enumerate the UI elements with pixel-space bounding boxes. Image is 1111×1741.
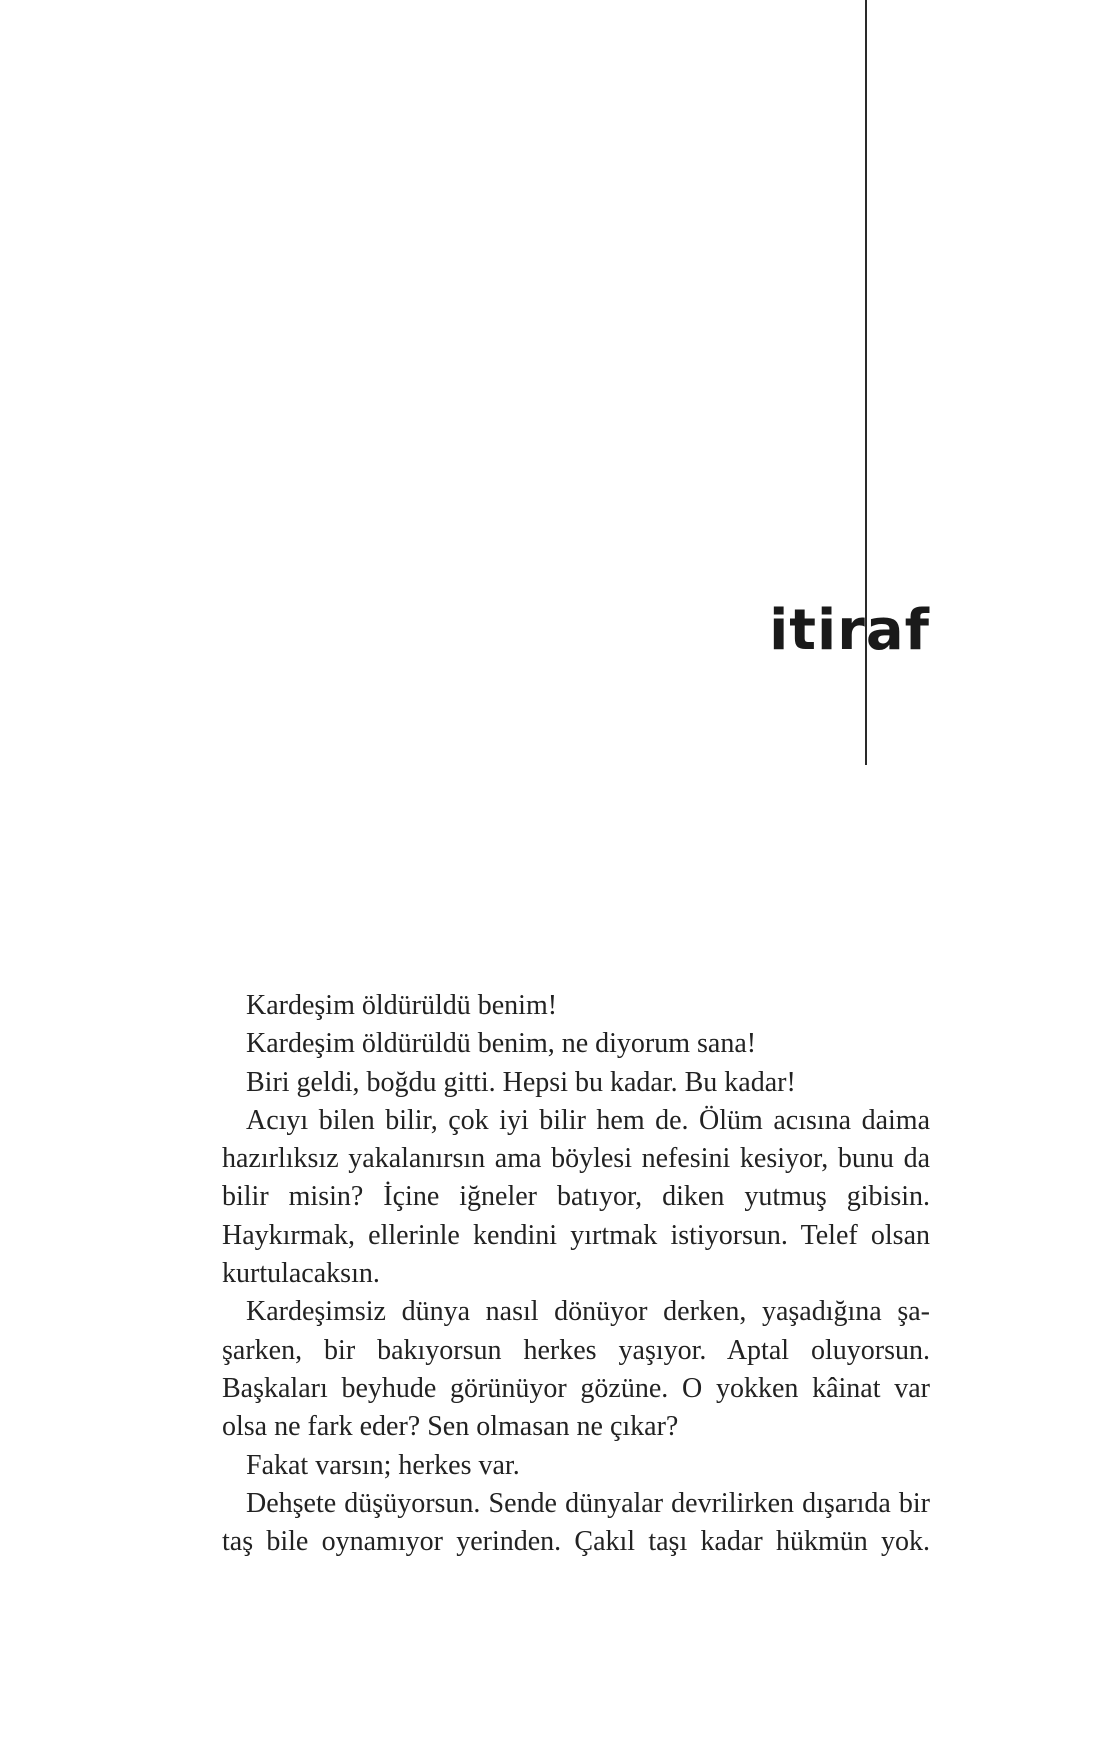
paragraph-5: Kardeşimsiz dünya nasıl dönüyor derken, yaşadığına şa-şarken, bir bakıyorsun herkes yaşıyor. Aptal oluyorsun. Başkaları beyhude görünüyor gözüne. O yokken kâinat var olsa ne fark eder? Sen olmasan ne çıkar?	[222, 1296, 930, 1443]
paragraph-1: Kardeşim öldürüldü benim!	[246, 990, 558, 1021]
paragraph-6: Fakat varsın; herkes var.	[246, 1449, 520, 1481]
paragraph-7: Dehşete düşüyorsun. Sende dünyalar devrilirken dışarıda bir taş bile oynamıyor yerinden. Çakıl taşı kadar hükmün yok.	[222, 1487, 930, 1558]
paragraph-2: Kardeşim öldürüldü benim, ne diyorum sana!	[246, 1028, 757, 1060]
paragraph-3: Biri geldi, boğdu gitti. Hepsi bu kadar. Bu kadar!	[246, 1066, 796, 1098]
chapter-title: itiraf	[769, 598, 930, 663]
paragraph-4: Acıyı bilen bilir, çok iyi bilir hem de. Ölüm acısına daima hazırlıksız yakalanırsın ama böylesi nefesini kesiyor, bunu da bilir misin? İçine iğneler batıyor, diken yutmuş gibisin. Haykırmak, ellerinle kendini yırtmak istiyorsun. Telef olsan kurtulacaksın.	[222, 1104, 930, 1290]
body-text	[222, 987, 930, 1561]
